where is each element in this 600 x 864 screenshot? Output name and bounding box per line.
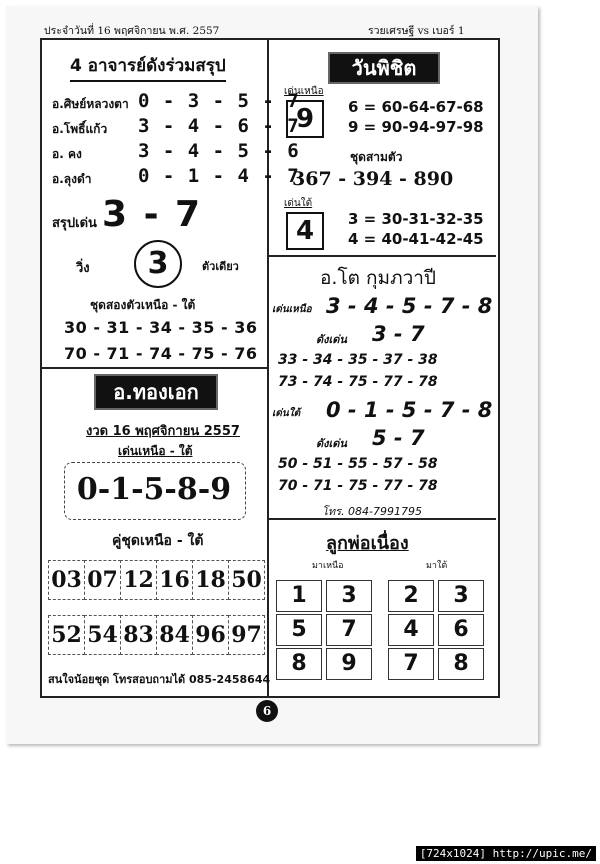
header-date: ประจำวันที่ 16 พฤศจิกายน พ.ศ. 2557	[44, 25, 220, 37]
header-publication: รวยเศรษฐี vs เบอร์ 1	[368, 25, 465, 37]
lower-row: 3 = 30-31-32-35	[348, 210, 484, 228]
lower-digit-box: 4	[286, 212, 324, 250]
triple-label: ชุดสามตัว	[350, 150, 403, 164]
oto-lower-pairs: 70 - 71 - 75 - 77 - 78	[278, 478, 438, 494]
lower-row: 4 = 40-41-42-45	[348, 230, 484, 248]
oto-upper-pairs: 33 - 34 - 35 - 37 - 38	[278, 352, 438, 368]
lukpor-right-cell: 8	[438, 648, 484, 680]
oto-upper-star: 3 - 7	[372, 322, 425, 346]
oto-phone: โทร. 084-7991795	[322, 505, 423, 518]
triple-numbers: 367 - 394 - 890	[292, 168, 454, 190]
left-divider	[42, 367, 269, 369]
summary-title: 4 อาจารย์ดังร่วมสรุป	[70, 52, 226, 82]
lukpor-right-cell: 6	[438, 614, 484, 646]
lukpor-right-cell: 4	[388, 614, 434, 646]
upper-label: เด่นเหนือ	[284, 86, 324, 97]
oto-upper-star-label: ดังเด่น	[316, 333, 347, 346]
pair-cell: 18	[192, 560, 229, 600]
oto-lower-star-label: ดังเด่น	[316, 437, 347, 450]
pair-cell: 50	[228, 560, 265, 600]
pairs-label: ชุดสองตัวเหนือ - ใต้	[90, 298, 196, 312]
pair-cell: 84	[156, 615, 193, 655]
teacher-name: อ.โพธิ์แก้ว	[52, 122, 108, 136]
pair-cell: 97	[228, 615, 265, 655]
oto-upper-numbers: 3 - 4 - 5 - 7 - 8	[326, 294, 493, 318]
lukpor-title: ลูกพ่อเนื่อง	[326, 533, 409, 554]
upper-row: 9 = 90-94-97-98	[348, 118, 484, 136]
pair-cell: 52	[48, 615, 85, 655]
single-label: ตัวเดียว	[202, 260, 239, 273]
lukpor-right-cell: 7	[388, 648, 434, 680]
pair-cell: 16	[156, 560, 193, 600]
lukpor-left-cell: 5	[276, 614, 322, 646]
teacher-name: อ.ศิษย์หลวงตา	[52, 97, 129, 111]
main-numbers: 0-1-5-8-9	[76, 472, 232, 507]
oto-upper-label: เด่นเหนือ	[272, 304, 312, 315]
teacher-name: อ. คง	[52, 147, 82, 161]
oto-title: อ.โต กุมภวาปี	[320, 267, 436, 289]
pair-cell: 96	[192, 615, 229, 655]
page-number: 6	[256, 700, 278, 722]
left-grid-label: มาเหนือ	[312, 561, 344, 571]
run-label: วิ่ง	[76, 261, 90, 276]
oto-lower-label: เด่นใต้	[272, 408, 301, 419]
teacher-numbers: 0 - 1 - 4 - 7	[138, 165, 300, 187]
lukpor-left-cell: 3	[326, 580, 372, 612]
teacher-numbers: 3 - 4 - 5 - 6	[138, 140, 300, 162]
upper-digit-box: 9	[286, 100, 324, 138]
pair-cell: 54	[84, 615, 121, 655]
lukpor-left-cell: 7	[326, 614, 372, 646]
right-divider-1	[269, 255, 496, 257]
pair-cell: 03	[48, 560, 85, 600]
highlight-label: สรุปเด่น	[52, 216, 97, 231]
teacher-name: อ.ลุงดำ	[52, 172, 92, 186]
oto-lower-pairs: 50 - 51 - 55 - 57 - 58	[278, 456, 438, 472]
oto-lower-star: 5 - 7	[372, 426, 425, 450]
pair-cell: 07	[84, 560, 121, 600]
lukpor-left-cell: 1	[276, 580, 322, 612]
lukpor-left-cell: 8	[276, 648, 322, 680]
pair-cell: 12	[120, 560, 157, 600]
teacher-numbers: 3 - 4 - 6 - 7	[138, 115, 300, 137]
teacher-numbers: 0 - 3 - 5 - 7	[138, 90, 300, 112]
thongek-title: อ.ทองเอก	[94, 374, 218, 410]
run-digit-circle: 3	[134, 240, 182, 288]
pairs-row: 30 - 31 - 34 - 35 - 36	[64, 318, 258, 337]
thongek-sub-label: เด่นเหนือ - ใต้	[118, 444, 193, 458]
lukpor-right-cell: 3	[438, 580, 484, 612]
oto-upper-pairs: 73 - 74 - 75 - 77 - 78	[278, 374, 438, 390]
highlight-value: 3 - 7	[102, 194, 203, 235]
watermark: [724x1024] http://upic.me/	[416, 846, 596, 861]
lukpor-left-cell: 9	[326, 648, 372, 680]
draw-date: งวด 16 พฤศจิกายน 2557	[86, 424, 240, 439]
wanpichit-title: วันพิชิต	[328, 52, 440, 84]
lukpor-right-cell: 2	[388, 580, 434, 612]
pairs-row: 70 - 71 - 74 - 75 - 76	[64, 344, 258, 363]
oto-lower-numbers: 0 - 1 - 5 - 7 - 8	[326, 398, 493, 422]
upper-row: 6 = 60-64-67-68	[348, 98, 484, 116]
contact-line: สนใจน้อยชุด โทรสอบถามได้ 085-2458644	[48, 673, 271, 686]
thongek-pairs-label: คู่ชุดเหนือ - ใต้	[112, 533, 204, 549]
lower-label: เด่นใต้	[284, 198, 313, 209]
pair-cell: 83	[120, 615, 157, 655]
right-grid-label: มาใต้	[426, 561, 448, 571]
